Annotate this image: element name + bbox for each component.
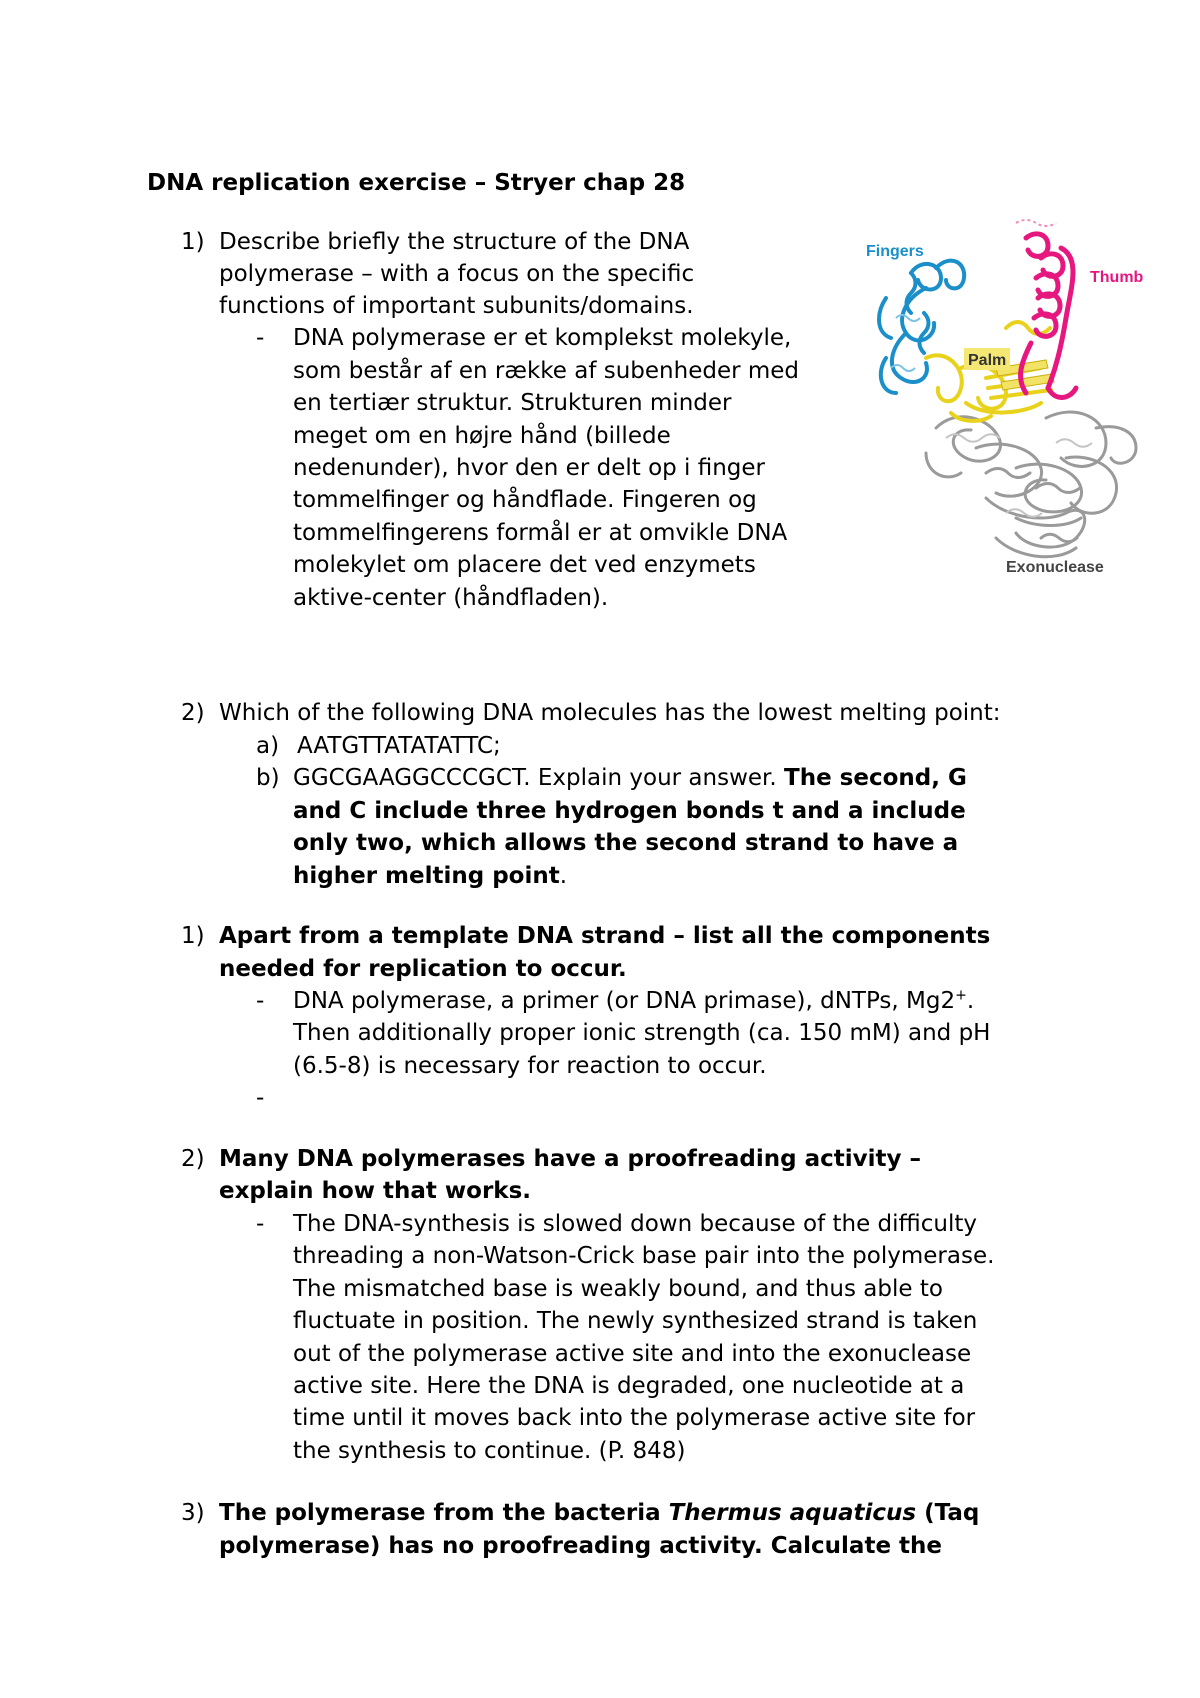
option-a-label: a) [256, 733, 280, 759]
option-b-end: . [559, 863, 568, 889]
option-b-line-1 [293, 762, 967, 794]
question-1-line-3: functions of important subunits/domains. [219, 293, 694, 319]
thumb-label: Thumb [1090, 269, 1144, 286]
palm-domain [926, 322, 1051, 421]
answer-4-line-8: the synthesis to continue. (P. 848) [293, 1438, 686, 1464]
question-2-number: 2) [181, 700, 205, 726]
answer-4-line-1: The DNA-synthesis is slowed down because of the difficulty [293, 1211, 978, 1237]
palm-label: Palm [968, 352, 1007, 369]
answer-1-line-9: aktive-center (håndfladen). [293, 585, 609, 611]
answer-1-line-1: DNA polymerase er et komplekst molekyle, [293, 325, 792, 351]
question-3-line-2: needed for replication to occur. [219, 956, 627, 982]
question-4-number: 2) [181, 1146, 205, 1172]
answer-4-line-7: time until it moves back into the polymerase active site for [293, 1405, 976, 1431]
question-5-text: The polymerase from the bacteria [219, 1500, 669, 1526]
answer-1-line-4: meget om en højre hånd (billede [293, 423, 671, 449]
question-3-line-1: Apart from a template DNA strand – list all the components [219, 923, 991, 949]
superscript-plus: + [955, 987, 967, 1004]
fingers-label: Fingers [866, 243, 924, 260]
option-b-answer-3: only two, which allows the second strand to have a [293, 830, 959, 856]
answer-3-text: DNA polymerase, a primer (or DNA primase), dNTPs, Mg2 [293, 988, 956, 1014]
question-1-number: 1) [181, 229, 205, 255]
answer-3-line-3: (6.5-8) is necessary for reaction to occur. [293, 1053, 767, 1079]
answer-4-line-3: The mismatched base is weakly bound, and thus able to [293, 1276, 943, 1302]
exonuclease-label: Exonuclease [1006, 559, 1104, 576]
dna-polymerase-figure [866, 218, 1156, 588]
question-4-line-1: Many DNA polymerases have a proofreading activity – [219, 1146, 921, 1172]
option-a-text: AATGTTATATATTC; [297, 733, 501, 759]
question-2-text: Which of the following DNA molecules has the lowest melting point: [219, 700, 1001, 726]
answer-3-line-1 [293, 985, 974, 1017]
option-b-answer-4: higher melting point [293, 863, 560, 889]
thumb-domain [1021, 234, 1076, 398]
option-b-label: b) [256, 765, 280, 791]
answer-1-line-2: som består af en række af subenheder med [293, 358, 800, 384]
answer-1-line-7: tommelfingerens formål er at omvikle DNA [293, 520, 788, 546]
question-1-line-2: polymerase – with a focus on the specific [219, 261, 695, 287]
answer-3-period: . [966, 988, 975, 1014]
bullet-dash-empty: - [256, 1085, 265, 1111]
question-5-number: 3) [181, 1500, 205, 1526]
question-4-line-2: explain how that works. [219, 1178, 532, 1204]
answer-1-line-5: nedenunder), hvor den er delt op i finger [293, 455, 766, 481]
option-b-answer-1: The second, G [784, 765, 967, 791]
species-name: Thermus aquaticus [668, 1500, 917, 1526]
document-title: DNA replication exercise – Stryer chap 28 [147, 170, 686, 196]
answer-3-line-2: Then additionally proper ionic strength (ca. 150 mM) and pH [293, 1020, 991, 1046]
question-3-number: 1) [181, 923, 205, 949]
answer-1-line-8: molekylet om placere det ved enzymets [293, 552, 756, 578]
fingers-domain [879, 261, 964, 393]
question-5-line-2: polymerase) has no proofreading activity. Calculate the [219, 1533, 943, 1559]
option-b-answer-2: and C include three hydrogen bonds t and a include [293, 798, 966, 824]
answer-4-line-6: active site. Here the DNA is degraded, one nucleotide at a [293, 1373, 965, 1399]
answer-1-line-6: tommelfinger og håndflade. Fingeren og [293, 487, 757, 513]
answer-1-line-3: en tertiær struktur. Strukturen minder [293, 390, 732, 416]
question-5-line-1 [219, 1497, 979, 1529]
bullet-dash: - [256, 325, 265, 351]
bullet-dash: - [256, 1211, 265, 1237]
answer-4-line-5: out of the polymerase active site and into the exonuclease [293, 1341, 972, 1367]
question-5-text-end: (Taq [916, 1500, 980, 1526]
answer-4-line-4: fluctuate in position. The newly synthesized strand is taken [293, 1308, 978, 1334]
answer-4-line-2: threading a non-Watson-Crick base pair into the polymerase. [293, 1243, 995, 1269]
question-1-line-1: Describe briefly the structure of the DNA [219, 229, 690, 255]
bullet-dash: - [256, 988, 265, 1014]
option-b-text: GGCGAAGGCCCGCT. Explain your answer. [293, 765, 784, 791]
option-b-line-4 [293, 860, 567, 892]
